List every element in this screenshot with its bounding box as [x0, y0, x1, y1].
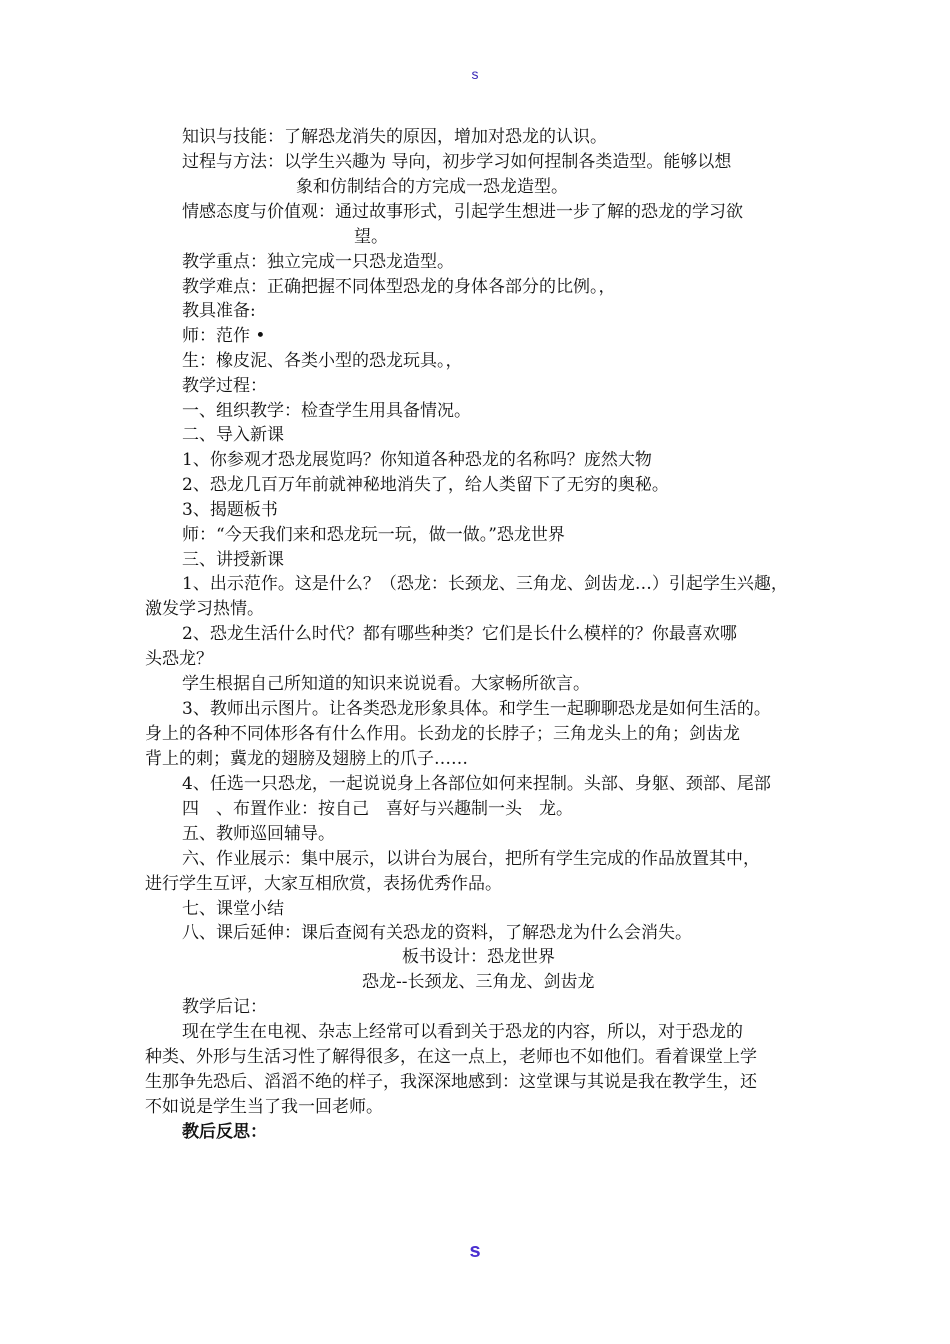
text-line: 种类、外形与生活习性了解得很多，在这一点上，老师也不如他们。看着课堂上学	[145, 1047, 757, 1067]
text-line: 3、教师出示图片。让各类恐龙形象具体。和学生一起聊聊恐龙是如何生活的。	[182, 699, 771, 719]
text-line: 过程与方法：以学生兴趣为 导向，初步学习如何捏制各类造型。能够以想	[182, 152, 732, 172]
text-line: 背上的刺；冀龙的翅膀及翅膀上的爪子……	[145, 749, 468, 769]
page-footer-mark: s	[469, 1240, 481, 1262]
text-line: 头恐龙？	[145, 649, 213, 669]
text-line: 七、课堂小结	[182, 899, 284, 919]
text-line: 一、组织教学：检查学生用具备情况。	[182, 401, 471, 421]
text-line: 五、教师巡回辅导。	[182, 824, 335, 844]
text-line: 2、恐龙生活什么时代？都有哪些种类？它们是长什么模样的？你最喜欢哪	[182, 624, 737, 644]
text-line: 进行学生互评，大家互相欣赏，表扬优秀作品。	[145, 874, 502, 894]
text-line: 激发学习热情。	[145, 599, 264, 619]
text-line: 象和仿制结合的方完成一恐龙造型。	[296, 177, 568, 197]
page-header-mark: s	[471, 66, 479, 82]
text-line: 教学重点：独立完成一只恐龙造型。	[182, 252, 454, 272]
text-line: 生那争先恐后、滔滔不绝的样子，我深深地感到：这堂课与其说是我在教学生，还	[145, 1072, 757, 1092]
text-line: 教学后记：	[182, 997, 267, 1017]
text-line: 学生根据自己所知道的知识来说说看。大家畅所欲言。	[182, 674, 590, 694]
text-line: 六、作业展示：集中展示，以讲台为展台，把所有学生完成的作品放置其中，	[182, 849, 760, 869]
text-line: 八、课后延伸：课后查阅有关恐龙的资料，了解恐龙为什么会消失。	[182, 923, 692, 943]
text-line: 身上的各种不同体形各有什么作用。长劲龙的长脖子；三角龙头上的角；剑齿龙	[145, 724, 740, 744]
reflection-heading: 教后反思：	[182, 1122, 267, 1142]
text-line: 2、恐龙几百万年前就神秘地消失了，给人类留下了无穷的奥秘。	[182, 475, 669, 495]
text-line: 望。	[354, 227, 388, 247]
text-line: 生：橡皮泥、各类小型的恐龙玩具。，	[182, 351, 463, 371]
text-line: 四 、布置作业：按自己 喜好与兴趣制一头 龙。	[182, 799, 573, 819]
text-line: 1、你参观才恐龙展览吗？你知道各种恐龙的名称吗？庞然大物	[182, 450, 652, 470]
blackboard-title: 板书设计：恐龙世界	[402, 947, 555, 967]
blackboard-content: 恐龙--长颈龙、三角龙、剑齿龙	[362, 972, 595, 992]
text-line: 3、揭题板书	[182, 500, 278, 520]
text-line: 4、任选一只恐龙，一起说说身上各部位如何来捏制。头部、身躯、颈部、尾部	[182, 774, 771, 794]
text-line: 知识与技能：了解恐龙消失的原因，增加对恐龙的认识。	[182, 127, 607, 147]
text-line: 1、出示范作。这是什么？（恐龙：长颈龙、三角龙、剑齿龙…）引起学生兴趣，	[182, 574, 788, 594]
text-line: 不如说是学生当了我一回老师。	[145, 1097, 383, 1117]
text-line: 三、讲授新课	[182, 550, 284, 570]
text-line: 二、导入新课	[182, 425, 284, 445]
text-line: 教具准备:	[182, 301, 256, 321]
text-line: 师：范作 •	[182, 326, 266, 346]
text-line: 现在学生在电视、杂志上经常可以看到关于恐龙的内容，所以，对于恐龙的	[182, 1022, 743, 1042]
text-line: 教学难点：正确把握不同体型恐龙的身体各部分的比例。，	[182, 277, 616, 297]
text-line: 情感态度与价值观：通过故事形式，引起学生想进一步了解的恐龙的学习欲	[182, 202, 743, 222]
text-line: 教学过程：	[182, 376, 267, 396]
text-line: 师：“今天我们来和恐龙玩一玩，做一做。”恐龙世界	[182, 525, 565, 545]
